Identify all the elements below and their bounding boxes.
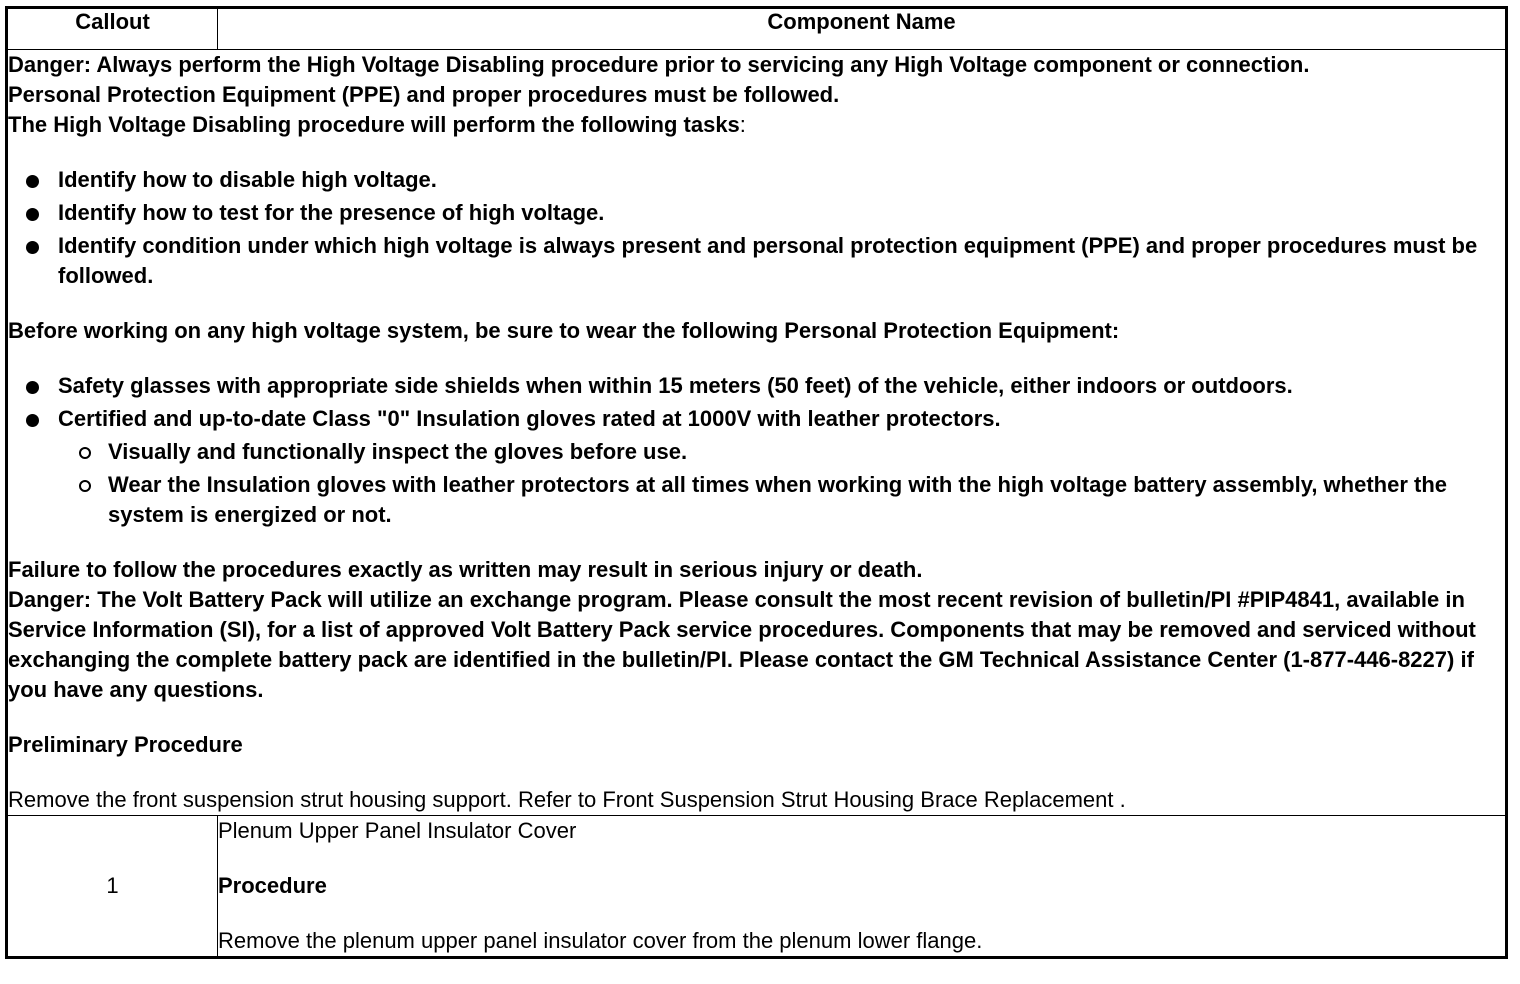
danger-hv-disable-line1: Danger: Always perform the High Voltage Disabling procedure prior to servicing any High Voltage component or connection. [8,52,1310,77]
list-item [58,404,1505,530]
notice-row [7,50,1507,816]
list-item [108,437,1505,467]
failure-warning: Failure to follow the procedures exactly as written may result in serious injury or death. [8,557,923,582]
ppe-item-text: Certified and up-to-date Class "0" Insulation gloves rated at 1000V with leather protectors. [58,406,1001,431]
task-text: Identify how to test for the presence of high voltage. [58,200,605,225]
callout-column-header: Callout [7,8,218,50]
bullet-dot-icon [26,241,39,254]
hollow-bullet-icon [79,447,91,459]
danger-ppe-line2: Personal Protection Equipment (PPE) and proper procedures must be followed. [8,82,840,107]
table-header-row [7,8,1507,50]
danger-tasks-intro-text: The High Voltage Disabling procedure will perform the following tasks [8,112,740,137]
list-item [58,231,1505,291]
bullet-dot-icon [26,381,39,394]
bullet-dot-icon [26,414,39,427]
danger-tasks-intro [8,110,1505,140]
component-name: Plenum Upper Panel Insulator Cover [218,818,577,843]
glove-sublist [58,437,1505,530]
task-text: Identify condition under which high voltage is always present and personal protection equipment (PPE) and proper procedures must be followed. [58,233,1478,288]
component-name-column-header: Component Name [218,8,1507,50]
ppe-intro: Before working on any high voltage system, be sure to wear the following Personal Protection Equipment: [8,318,1120,343]
procedure-table [5,6,1508,959]
callout-number: 1 [7,816,218,958]
bullet-dot-icon [26,175,39,188]
task-text: Identify how to disable high voltage. [58,167,437,192]
hollow-bullet-icon [79,480,91,492]
table-row [7,816,1507,958]
preliminary-procedure-heading: Preliminary Procedure [8,732,243,757]
ppe-item-text: Safety glasses with appropriate side shields when within 15 meters (50 feet) of the vehicle, either indoors or outdoors. [58,373,1293,398]
glove-subitem-text: Wear the Insulation gloves with leather protectors at all times when working with the high voltage battery assembly, whether the system is energized or not. [108,472,1448,527]
list-item [58,165,1505,195]
procedure-heading: Procedure [218,873,327,898]
glove-subitem-text: Visually and functionally inspect the gloves before use. [108,439,688,464]
bullet-dot-icon [26,208,39,221]
preliminary-procedure-text: Remove the front suspension strut housing support. Refer to Front Suspension Strut Housing Brace Replacement . [8,787,1126,812]
component-cell [218,816,1507,958]
list-item [58,371,1505,401]
ppe-list [8,371,1505,530]
hv-tasks-list [8,165,1505,291]
list-item [108,470,1505,530]
list-item [58,198,1505,228]
procedure-text: Remove the plenum upper panel insulator cover from the plenum lower flange. [218,928,983,953]
safety-notice [7,50,1507,816]
danger-battery-exchange: Danger: The Volt Battery Pack will utilize an exchange program. Please consult the most recent revision of bulletin/PI #PIP4841, available in Service Information (SI), for a list of approved Volt Battery Pack service procedures. Components that may be removed and serviced without exchanging the complete battery pack are identified in the bulletin/PI. Please contact the GM Technical Assistance Center (1-877-446-8227) if you have any questions. [8,587,1476,702]
danger-tasks-colon: : [739,112,746,137]
